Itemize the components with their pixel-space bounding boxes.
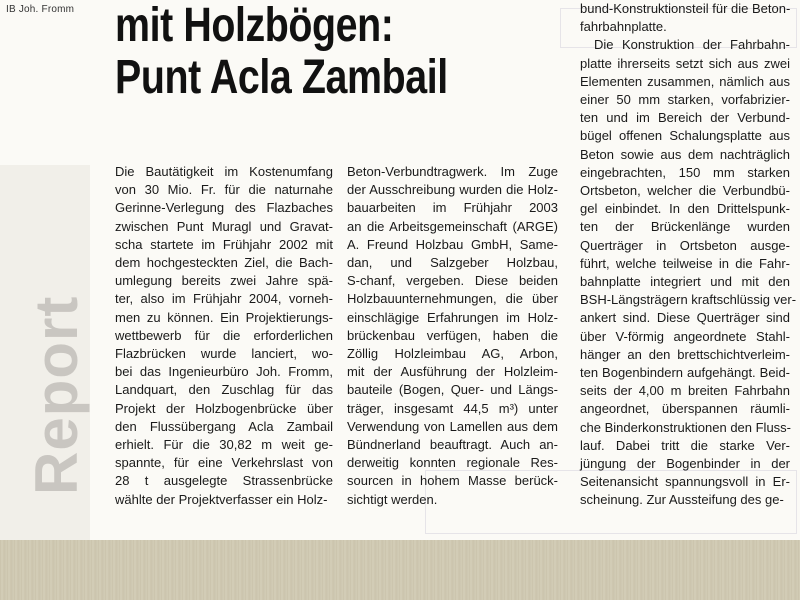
text-line: 28 t ausgelegte Strassenbrücke — [115, 473, 333, 489]
text-line: A. Freund Holzbau GmbH, Same- — [347, 236, 558, 252]
text-line: Projekt der Holzbogenbrücke über — [115, 400, 333, 416]
text-line: erhielt. Für die 30,82 m weit ge- — [115, 437, 333, 453]
text-line: über V-förmig angeordnete Stahl- — [580, 328, 790, 344]
text-line: jüngung der Bogenbinder in der — [580, 456, 790, 472]
text-line: Seitenansicht spannungsvoll in Er- — [580, 474, 790, 490]
report-section-label: Report — [23, 295, 90, 495]
text-line: an die Arbeitsgemeinschaft (ARGE) — [347, 218, 558, 234]
text-line: lauf. Dabei tritt die starke Ver- — [580, 437, 790, 453]
text-line: Holzbauunternehmungen, die über — [347, 291, 558, 307]
text-line: ten der Brückenlänge wurden — [580, 219, 790, 235]
text-line: BSH-Längsträgern kraftschlüssig ver- — [580, 292, 797, 308]
text-line: hänger an den brettschichtverleim- — [580, 346, 790, 362]
text-line: Verwendung von Lamellen aus dem — [347, 418, 558, 434]
text-line: einschlägige Erfahrungen im Holz- — [347, 309, 558, 325]
text-column-2 — [347, 163, 558, 509]
text-line: mit der Ausführung der Holzleim- — [347, 364, 558, 380]
text-line: bund-Konstruktionsteil für die Beton- — [580, 1, 791, 16]
text-line: Bündnerland beauftragt. Auch an- — [347, 437, 558, 453]
text-column-3-paragraph-2 — [580, 36, 797, 509]
text-line: fahrbahnplatte. — [580, 19, 667, 35]
text-line: den Flussübergang Acla Zambail — [115, 418, 333, 434]
text-line: men zu können. Ein Projektierungs- — [115, 309, 333, 325]
text-line: Ortsbeton, welcher die Verbundbü- — [580, 183, 790, 199]
text-line: Die Bautätigkeit im Kostenumfang — [115, 164, 333, 179]
text-line: dan, und Salzgeber Holzbau, — [347, 255, 558, 271]
table-surface — [0, 540, 800, 600]
text-line: eingebrachten, 150 mm starken — [580, 164, 790, 180]
text-line: wettbewerb für die erforderlichen — [115, 327, 333, 343]
text-line: scheinung. Zur Aussteifung des ge- — [580, 492, 784, 508]
text-line: sichtigt werden. — [347, 491, 438, 507]
text-line: spannte, für eine Verkehrslast von — [115, 455, 333, 471]
text-line: Gerinne-Verlegung des Flazbaches — [115, 200, 333, 216]
text-line: brückenbau verfügen, haben die — [347, 327, 558, 343]
text-line: ten Bogenbindern aufgehängt. Beid- — [580, 365, 790, 381]
text-line: sourcen in hohem Masse berück- — [347, 473, 558, 489]
text-line: der Ausschreibung wurden die Holz- — [347, 182, 558, 198]
text-line: S-chanf, vergeben. Diese beiden — [347, 273, 558, 289]
text-line: bei das Ingenieurbüro Joh. Fromm, — [115, 364, 333, 380]
text-line: wählte der Projektverfasser ein Holz- — [115, 491, 328, 507]
text-line: bahnplatte integriert und mit den — [580, 274, 790, 290]
text-line: Querträger in Ortsbeton ausge- — [580, 237, 790, 253]
headline-line-1: mit Holzbögen: — [115, 0, 394, 52]
text-line: führt, welche teilweise in die Fahr- — [580, 255, 790, 271]
text-line: derweitig konnten regionale Res- — [347, 455, 558, 471]
text-line: bauarbeiten im Frühjahr 2003 — [347, 200, 558, 216]
text-line: bauteile (Bogen, Quer- und Längs- — [347, 382, 558, 398]
text-line: Elementen zusammen, nämlich aus — [580, 73, 790, 89]
text-line: Zöllig Holzleimbau AG, Arbon, — [347, 346, 558, 362]
text-line: ankert sind. Diese Querträger sind — [580, 310, 790, 326]
text-line: Beton sowie aus dem nachträglich — [580, 146, 790, 162]
text-line: träger, insgesamt 44,5 m³) unter — [347, 400, 558, 416]
text-line: gel einbindet. In den Drittelspunk- — [580, 201, 790, 217]
text-line: Beton-Verbundtragwerk. Im Zuge — [347, 164, 558, 179]
text-line: Landquart, den Zuschlag für das — [115, 382, 333, 398]
text-line: von 30 Mio. Fr. für die naturnahe — [115, 182, 333, 198]
text-column-3-paragraph-1 — [580, 0, 790, 36]
text-line: seits der 4,00 m breiten Fahrbahn — [580, 383, 790, 399]
text-line: platte ihrerseits setzt sich aus zwei — [580, 55, 790, 71]
text-line: che Binderkonstruktionen den Fluss- — [580, 419, 792, 435]
photo-credit: IB Joh. Fromm — [6, 4, 75, 15]
text-line: ter, also im Frühjahr 2004, vorneh- — [115, 291, 333, 307]
text-line: bügel offenen Schalungsplatte aus — [580, 128, 790, 144]
text-line: dem hochgesteckten Ziel, die Bach- — [115, 255, 333, 271]
text-line: zwischen Punt Muragl und Gravat- — [115, 218, 333, 234]
text-line: Die Konstruktion der Fahrbahn- — [594, 37, 790, 53]
text-line: umlegung bereits zwei Jahre spä- — [115, 273, 333, 289]
headline-line-2: Punt Acla Zambail — [115, 51, 448, 104]
text-line: scha startete im Frühjahr 2002 mit — [115, 236, 333, 252]
text-line: ten und im Bereich der Verbund- — [580, 110, 790, 126]
headline — [115, 0, 492, 104]
text-line: angeordnet, überspannen räumli- — [580, 401, 790, 417]
text-line: Flazbrücken wurde lanciert, wo- — [115, 346, 333, 362]
text-line: einer 50 mm starken, vorfabrizier- — [580, 92, 790, 108]
text-column-3 — [580, 0, 797, 510]
text-column-1 — [115, 163, 333, 509]
